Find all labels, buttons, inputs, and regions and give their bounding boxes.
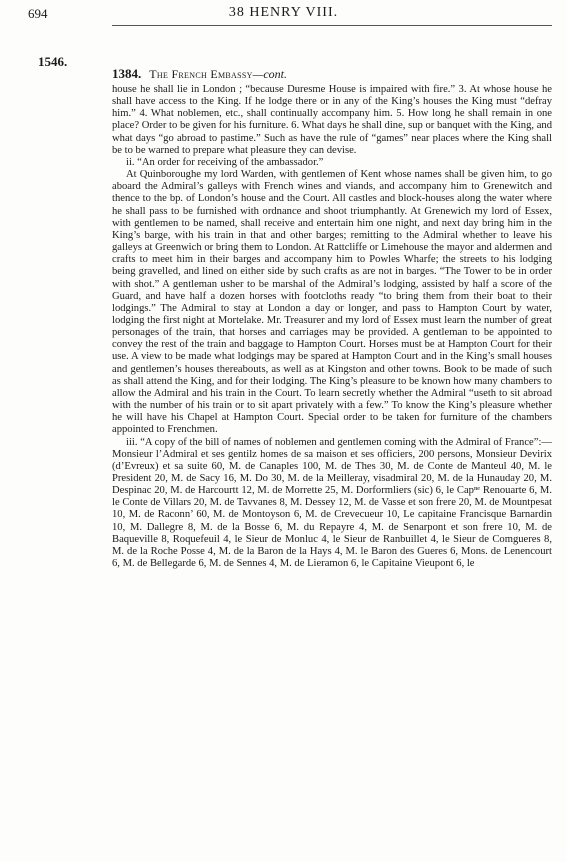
page-number: 694 (28, 6, 48, 21)
entry-heading (112, 66, 552, 82)
document-body (112, 84, 552, 570)
entry-number: 1384. (112, 66, 142, 81)
running-title: 38 HENRY VIII. (228, 5, 339, 20)
margin-year: 1546. (38, 54, 68, 69)
page-header (0, 2, 567, 24)
paragraph-1: house he shall lie in London ; “because Duresme House is impaired with fire.” 3. At whose house he shall have access to the King. If he lodge there or in any of the King’s houses the King must “defray him.” 4. What noblemen, etc., shall continually accompany him. 5. How long he shall remain in one place? Order to be given for his furniture. 6. What days he shall dine, sup or banquet with the King, and what days “go abroad to pastime.” Such as have the rule of “games” near places where the King shall be to be warned to prepare what pleasure they can devise. (112, 84, 552, 156)
entry-continued: —cont. (252, 67, 288, 81)
watermark (8, 130, 108, 750)
paragraph-2: ii. “An order for receiving of the ambassador.” (126, 156, 324, 168)
paragraph-4: iii. “A copy of the bill of names of noblemen and gentlemen coming with the Admiral of France”:—Monsieur l’Admiral et ses gentilz homes de sa maison et ses officiers, 200 persons, Monsieur Devirix (d’Evreux) et sa suite 60, M. de Canaples 100, M. de Thes 30, M. de Conte de Manteul 40, M. le President 20, M. de Sacy 16, M. Do 30, M. de la Meilleray, visadmiral 20, M. de la Hunauday 20, M. Despinac 20, M. de Harcourtt 12, M. de Morrette 25, M. Dorformliers (sic) 6, le Capⁿᵉ Renouarte 6, M. le Conte de Villars 20, M. de Tavvanes 8, M. Dessey 12, M. de Vasse et son frere 20, M. de Mountpesat 10, M. de Raconn’ 60, M. de Montoyson 6, M. de Crevecueur 10, Le capitaine Francisque Barnardin 10, M. Dallegre 8, M. de la Bosse 6, M. du Repayre 4, M. de Senarpont et son frere 10, M. de Baqueville 8, Roquefeuil 4, le Sieur de Monluc 4, le Sieur de Ranbuillet 4, le Sieur de Comgueres 8, M. de la Roche Posse 4, M. de la Baron de la Hays 4, M. le Baron des Gueres 6, Mons. de Lenencourt 6, M. de Bellegarde 6, M. de Sennes 4, M. de Lieramon 6, le Capitaine Vieupont 6, le (112, 436, 552, 570)
entry-title: The French Embassy (149, 67, 253, 81)
header-rule (112, 25, 552, 26)
paragraph-3: At Quinboroughe my lord Warden, with gentlemen of Kent whose names shall be given him, to go aboard the Admiral’s galleys with French wines and viands, and accompany him to Grenewitch and thence to the bp. of London’s house and the Court. All castles and block-houses along the water where he shall pass to be furnished with ordnance and shoot triumphantly. At Grenewich my lord of Essex, with gentlemen to be named, shall receive and entertain him one night, and next day bring him in the King’s barge, with his train in that and other barges; remitting to the Admiral whether to leave his galleys at Greenwich or bring them to London. At Rattcliffe or Limehouse the mayor and aldermen and crafts to meet him in their barges and accompany him to Powles Wharfe; the streets to his lodging being gravelled, and lined on either side by such crafts as are not in barges. “The Tower to be in order with shot.” A gentleman usher to be marshal of the Admiral’s lodging, assisted by half a score of the Guard, and have half a dozen horses with footcloths ready “to bring them from their boat to their lodgings.” The Admiral to stay at London a day or longer, and pass to Hampton Court by water, lodging the first night at Mortelake. Mr. Treasurer and my lord of Essex must learn the number of great personages of the train, that horses and carriages may be provided. A gentleman to be appointed to convey the rest of the train and baggage to Hampton Court. Horses must be at Hampton Court for their use. A view to be made what lodgings may be spared at Hampton Court and in the King’s small houses and gentlemen’s houses thereabouts, as well as at Kingston and other towns. Book to be made of such as shall attend the King, and for their lodging. The King’s pleasure to be known how many chambers to allow the Admiral and his train in the Court. To learn secretly whether the Admiral “useth to sit abroad with the number of his train or to sit apart privately with a few.” To know the King’s pleasure whether he will have his Chapel at Hampton Court. Special order to be taken for furniture of the chambers appointed to Frenchmen. (112, 169, 552, 436)
